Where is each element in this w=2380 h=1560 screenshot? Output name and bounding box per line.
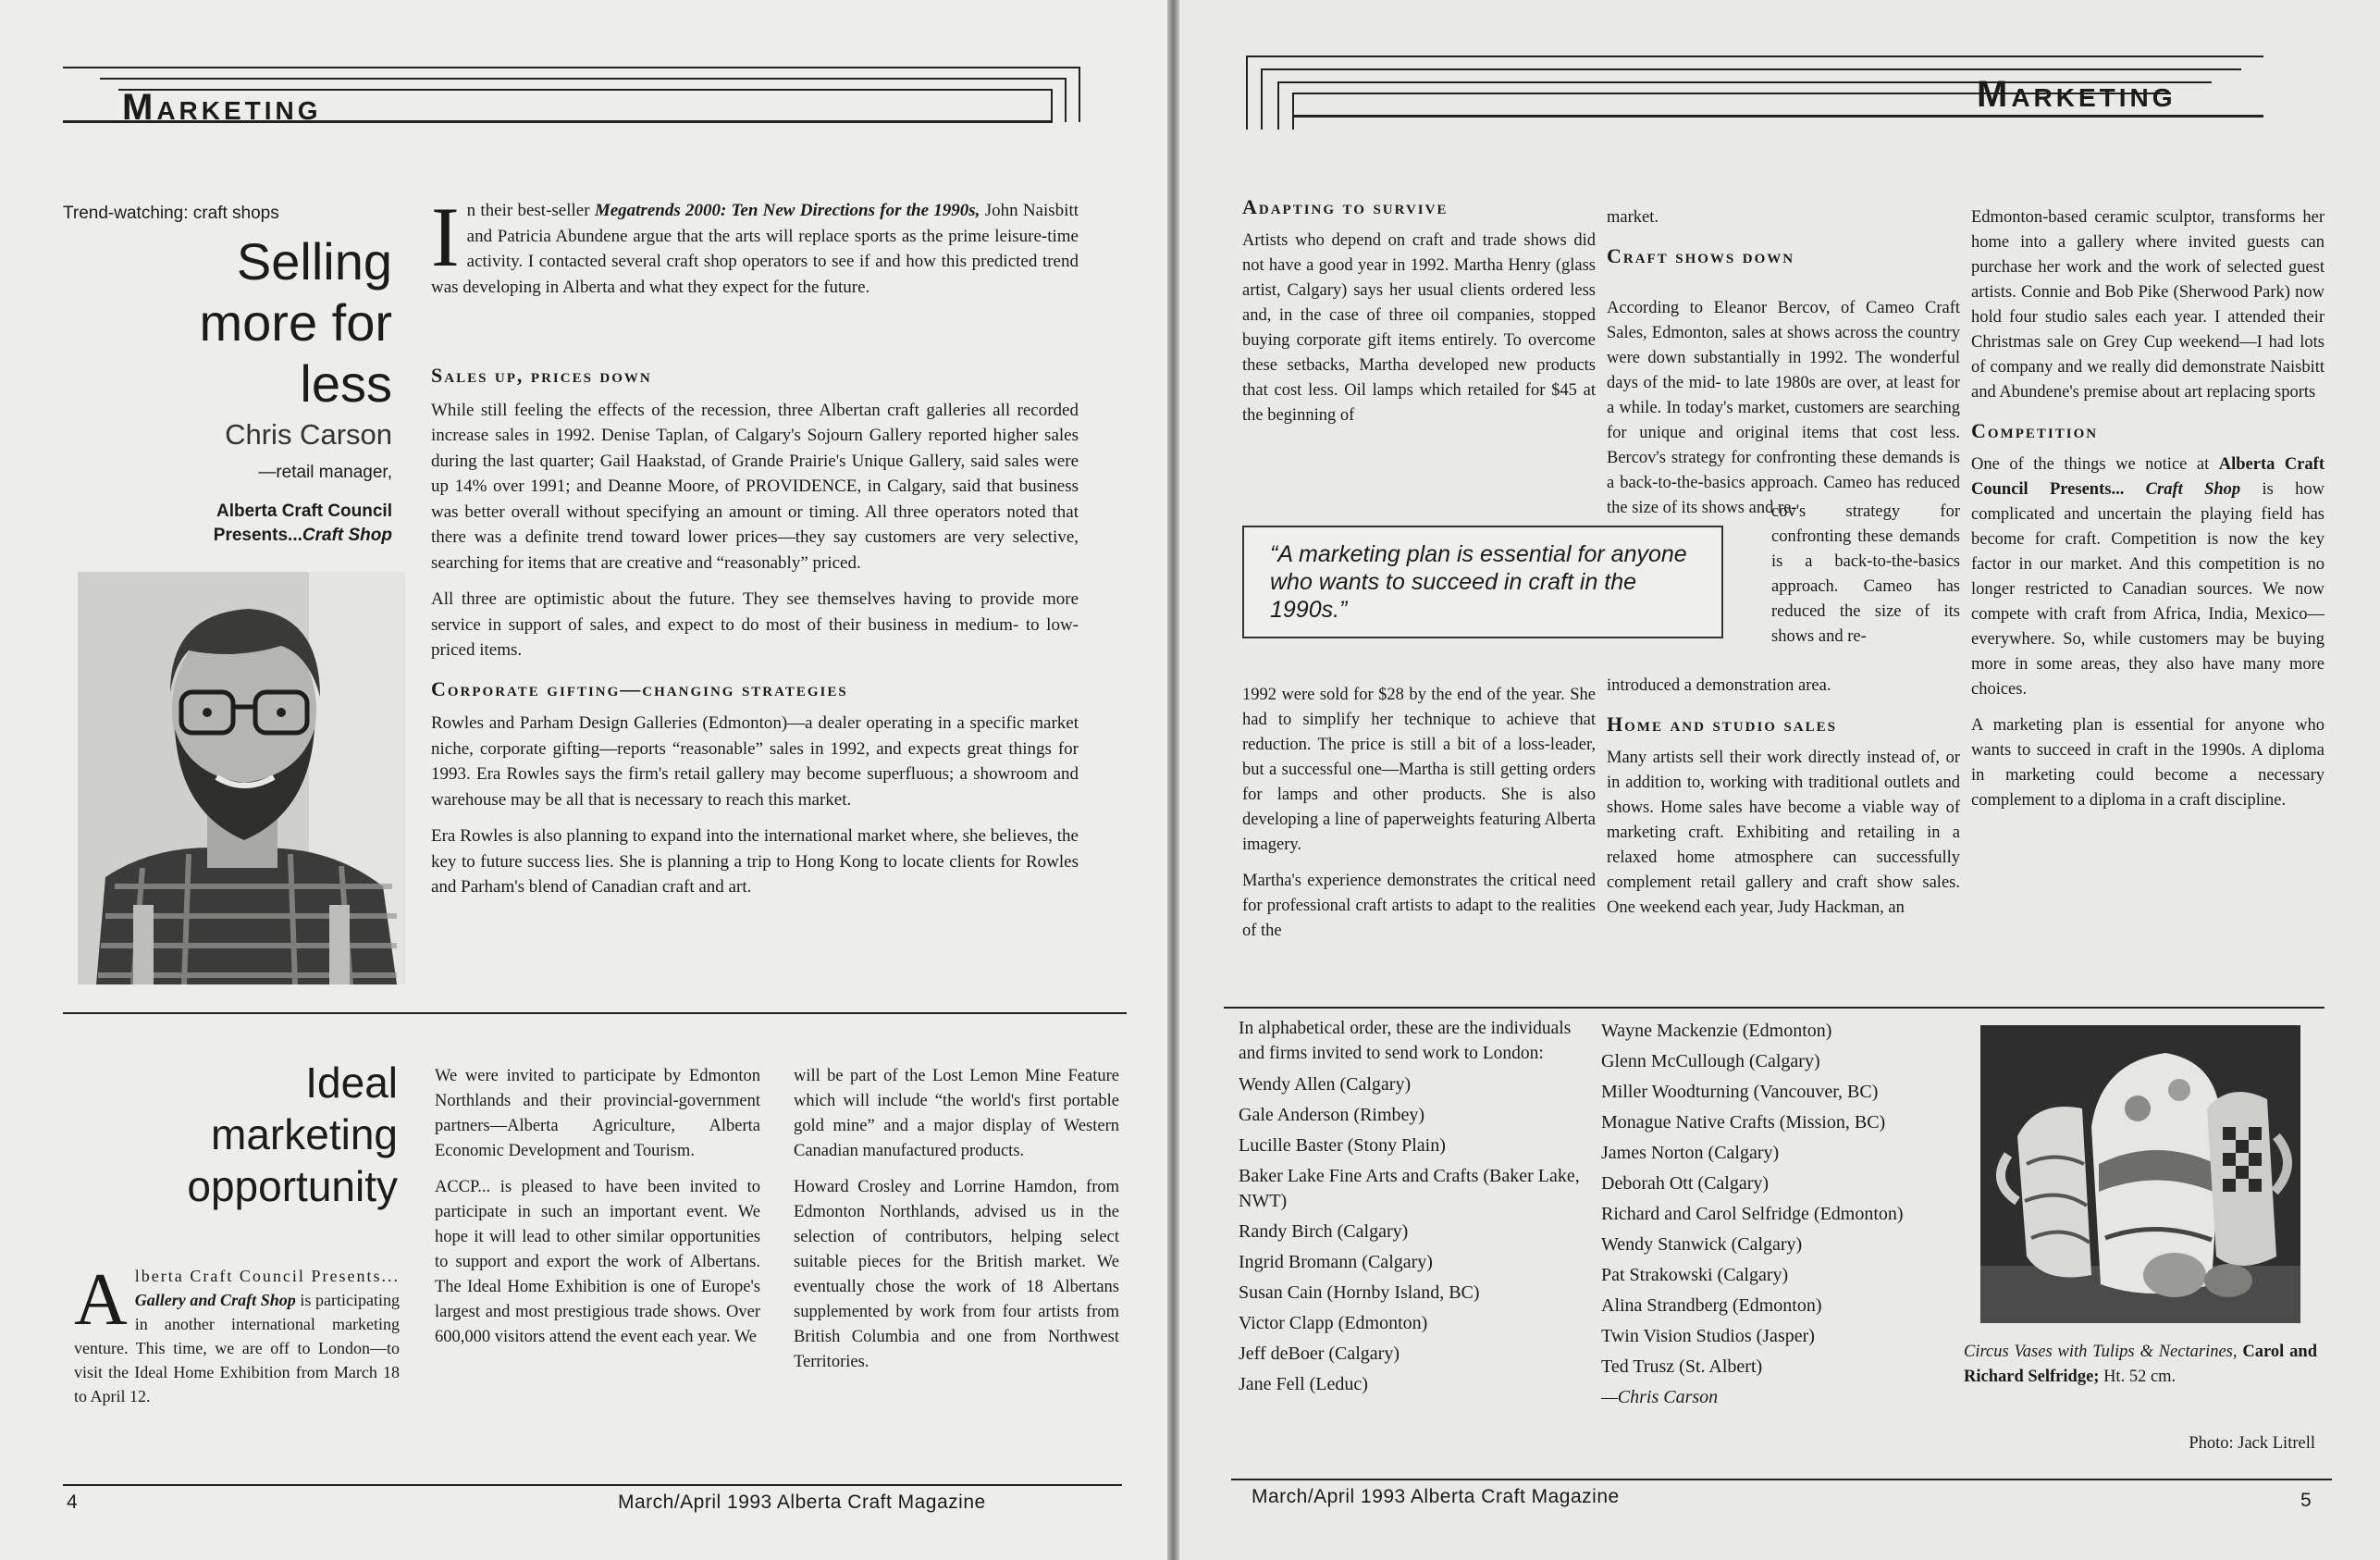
paragraph-shows-end: introduced a demonstration area. bbox=[1607, 676, 1831, 695]
invited-list-column-2 bbox=[1601, 1016, 1934, 1413]
byline-role: —retail manager, bbox=[258, 463, 392, 482]
portrait-illustration bbox=[78, 572, 405, 984]
left-footer-rule bbox=[63, 1484, 1122, 1486]
right-page bbox=[1179, 0, 2380, 1560]
ideal-col2-paragraph-2: ACCP... is pleased to have been invited to participate in such an important event. We hope it will lead to other similar opportunities to support and export the work of Albertans. The Ideal Home Exhibition is one of Europe's largest and most prestigious trade shows. Over 600,000 visitors attend the event each year. We bbox=[435, 1178, 760, 1346]
affiliation-prefix: Presents... bbox=[213, 526, 302, 545]
heading-home-studio: Home and studio sales bbox=[1607, 712, 1837, 736]
heading-competition: Competition bbox=[1971, 419, 2099, 442]
ideal-col3-paragraph-1: will be part of the Lost Lemon Mine Feature which will include “the world's first portable gold mine” and a major display of Western Canadian manufactured products. bbox=[794, 1067, 1119, 1160]
shows-paragraph-narrow bbox=[1771, 500, 1960, 650]
paragraph-corporate-2: Era Rowles is also planning to expand into the international market where, she believes, the key to future success lies. She is planning a trip to Hong Kong to locate clients for Rowles and Parham's blend of Canadian craft and art. bbox=[431, 826, 1079, 897]
paragraph-competition-1 bbox=[1971, 452, 2325, 702]
headline bbox=[111, 231, 392, 415]
left-section-divider bbox=[63, 1012, 1127, 1014]
ideal-col2-paragraph-1: We were invited to participate by Edmonton Northlands and their provincial-government partners—Alberta Agriculture, Alberta Economic Development and Tourism. bbox=[435, 1067, 760, 1160]
list-item: Alina Strandberg (Edmonton) bbox=[1601, 1295, 1822, 1316]
list-item: Pat Strakowski (Calgary) bbox=[1601, 1265, 1789, 1285]
heading-sales: Sales up, prices down bbox=[431, 364, 652, 387]
left-section-label: Marketing bbox=[122, 87, 322, 128]
caption-size: Ht. 52 cm. bbox=[2099, 1368, 2177, 1386]
paragraph-shows-narrow: cov's strategy for confronting these demands is a back-to-the-basics approach. Cameo has reduced the size of its shows and re- bbox=[1771, 502, 1960, 646]
heading-craft-shows: Craft shows down bbox=[1607, 244, 1795, 267]
list-item: Deborah Ott (Calgary) bbox=[1601, 1173, 1770, 1194]
ideal-dropcap: A bbox=[74, 1259, 128, 1341]
heading-corporate: Corporate gifting—changing strategies bbox=[431, 676, 848, 700]
byline: Chris Carson bbox=[225, 418, 392, 451]
list-item: Jane Fell (Leduc) bbox=[1239, 1374, 1368, 1394]
paragraph-competition-2: A marketing plan is essential for anyone who wants to succeed in craft in the 1990s. A diploma in marketing could become a necessary complement to a diploma in a craft discipline. bbox=[1971, 716, 2325, 810]
ideal-intro-italic: Gallery and Craft Shop bbox=[134, 1291, 296, 1309]
right-folio-text: March/April 1993 Alberta Craft Magazine bbox=[1252, 1486, 1620, 1507]
paragraph-sales-2: All three are optimistic about the future. They see themselves having to provide more service in support of sales, and expect to do most of their business in medium- to low-priced items. bbox=[431, 589, 1079, 660]
list-item: Monague Native Crafts (Mission, BC) bbox=[1601, 1112, 1886, 1133]
list-item: Wayne Mackenzie (Edmonton) bbox=[1601, 1021, 1832, 1041]
main-article-column bbox=[431, 350, 1079, 911]
list-item: Twin Vision Studios (Jasper) bbox=[1601, 1326, 1815, 1346]
paragraph-adapting-1: Artists who depend on craft and trade shows did not have a good year in 1992. Martha Henry (glass artist, Calgary) says her usual clients ordered less and, in the case of three oil companies, stopped buying corporate gift items entirely. To overcome these setbacks, Martha developed new products that cost less. Oil lamps which retailed for $45 at the beginning of bbox=[1242, 231, 1596, 425]
ideal-headline-line-2: marketing bbox=[211, 1110, 398, 1158]
right-column-3 bbox=[1971, 205, 2325, 824]
ideal-column-3 bbox=[794, 1064, 1119, 1386]
heading-adapting: Adapting to survive bbox=[1242, 195, 1449, 218]
list-item: Susan Cain (Hornby Island, BC) bbox=[1239, 1282, 1480, 1303]
list-item: Jeff deBoer (Calgary) bbox=[1239, 1343, 1400, 1364]
list-item: James Norton (Calgary) bbox=[1601, 1143, 1780, 1163]
list-item: Glenn McCullough (Calgary) bbox=[1601, 1051, 1820, 1071]
left-page bbox=[0, 0, 1167, 1560]
headline-line-1: Selling bbox=[236, 232, 392, 291]
paragraph-adapting-2: 1992 were sold for $28 by the end of the year. She had to simplify her technique to achieve that reduction. The price is still a bit of a loss-leader, but a successful one—Martha is still getting orders for lamps and other products. She is also developing a line of paperweights featuring Alberta imagery. bbox=[1242, 686, 1596, 854]
affiliation-line-1: Alberta Craft Council bbox=[216, 501, 392, 521]
competition-pre: One of the things we notice at bbox=[1971, 455, 2219, 474]
list-item: Gale Anderson (Rimbey) bbox=[1239, 1105, 1425, 1125]
kicker: Trend-watching: craft shops bbox=[63, 204, 279, 223]
ideal-headline bbox=[83, 1057, 398, 1212]
sign-off: —Chris Carson bbox=[1601, 1387, 1719, 1407]
list-item: Lucille Baster (Stony Plain) bbox=[1239, 1135, 1446, 1156]
intro-pre: n their best-seller bbox=[466, 201, 595, 220]
list-item: Wendy Allen (Calgary) bbox=[1239, 1074, 1412, 1095]
paragraph-shows: According to Eleanor Bercov, of Cameo Craft Sales, Edmonton, sales at shows across the country were down substantially in 1992. The wonderful days of the mid- to late 1980s are over, at least for a while. In today's market, customers are searching for unique and original items that cost less. Bercov's strategy for confronting these demands is a back-to-the-basics approach. Cameo has reduced the size of its shows and re- bbox=[1607, 299, 1960, 517]
list-item: Baker Lake Fine Arts and Crafts (Baker Lake, NWT) bbox=[1239, 1166, 1580, 1211]
shows-paragraph-end bbox=[1607, 674, 1960, 932]
left-page-number: 4 bbox=[67, 1492, 79, 1513]
right-column-1-continued bbox=[1242, 683, 1596, 955]
affiliation-italic: Craft Shop bbox=[302, 526, 392, 545]
intro-paragraph bbox=[431, 190, 1079, 300]
right-column-2 bbox=[1607, 205, 1960, 278]
vase-illustration bbox=[1980, 1025, 2300, 1323]
ideal-intro-pre: lberta Craft Council Presents... bbox=[134, 1267, 400, 1285]
shows-paragraph-wide bbox=[1607, 296, 1960, 517]
list-item: Ted Trusz (St. Albert) bbox=[1601, 1356, 1763, 1377]
list-item: Wendy Stanwick (Calgary) bbox=[1601, 1234, 1803, 1255]
ideal-intro-post: is participating in another international marketing venture. This time, we are off to London—to visit the Ideal Home Exhibition from March 18 to April 12. bbox=[74, 1291, 400, 1405]
headline-line-3: less bbox=[300, 354, 392, 413]
competition-post: is how complicated and uncertain the playing field has become for craft. Competition is now the key factor in our market. And this competition is no longer restricted to Canadian sources. We now compete with craft from Africa, India, Mexico—everywhere. So, while customers may be buying more in some areas, they also have many more choices. bbox=[1971, 480, 2325, 699]
ideal-col3-paragraph-2: Howard Crosley and Lorrine Hamdon, from Edmonton Northlands, advised us in the selection of contributors, helping select suitable pieces for the British market. We eventually chose the work of 18 Albertans supplemented by work from four artists from British Columbia and one from Northwest Territories. bbox=[794, 1178, 1119, 1371]
paragraph-sales-1: While still feeling the effects of the recession, three Albertan craft galleries all recorded increase sales in 1992. Denise Taplan, of Calgary's Sojourn Gallery reported higher sales during the last quarter; Gail Haakstad, of Grande Prairie's Unique Gallery, said sales were up 14% over 1991; and Deanne Moore, of PROVIDENCE, in Calgary, said that business was better overall without specifying an amount or timing. All three operators noted that there was a definite trend toward lower prices—they say customers are very selective, searching for items that are creative and “reasonably” priced. bbox=[431, 400, 1079, 573]
invited-list-column-1 bbox=[1239, 1016, 1581, 1400]
intro-dropcap: I bbox=[431, 190, 460, 284]
photo-credit: Photo: Jack Litrell bbox=[2189, 1434, 2315, 1453]
left-folio-text: March/April 1993 Alberta Craft Magazine bbox=[618, 1492, 986, 1513]
intro-book-title: Megatrends 2000: Ten New Directions for the 1990s, bbox=[594, 201, 980, 220]
right-section-label: Marketing bbox=[1977, 74, 2177, 115]
paragraph-adapting-3: Martha's experience demonstrates the critical need for professional craft artists to adapt to the realities of the bbox=[1242, 872, 1596, 940]
byline-affiliation bbox=[111, 500, 392, 548]
right-page-number: 5 bbox=[2300, 1490, 2312, 1511]
caption-title: Circus Vases with Tulips & Nectarines, bbox=[1964, 1343, 2238, 1361]
list-item: Miller Woodturning (Vancouver, BC) bbox=[1601, 1082, 1879, 1102]
author-portrait bbox=[78, 572, 405, 984]
paragraph-corporate-1: Rowles and Parham Design Galleries (Edmonton)—a dealer operating in a specific market niche, corporate gifting—reports “reasonable” sales in 1992, and expects great things for 1993. Era Rowles says the firm's retail gallery may become superfluous; a showroom and warehouse may be all that is necessary to reach this market. bbox=[431, 713, 1079, 810]
list-intro: In alphabetical order, these are the individuals and firms invited to send work to London: bbox=[1239, 1019, 1572, 1063]
invited-list-2 bbox=[1601, 1016, 1934, 1413]
list-item: Victor Clapp (Edmonton) bbox=[1239, 1313, 1428, 1333]
list-item: Richard and Carol Selfridge (Edmonton) bbox=[1601, 1204, 1904, 1224]
list-item: Randy Birch (Calgary) bbox=[1239, 1221, 1409, 1242]
intro-post: John Naisbitt and Patricia Abundene argue that the arts will replace sports as the prime leisure-time activity. I contacted several craft shop operators to see if and how this predicted trend was developing in Alberta and what they expect for the future. bbox=[431, 201, 1079, 297]
vase-photo bbox=[1980, 1025, 2300, 1323]
ideal-intro bbox=[74, 1259, 400, 1408]
invited-list-1 bbox=[1239, 1070, 1581, 1400]
pull-quote: “A marketing plan is essential for anyone who wants to succeed in craft in the 1990s.” bbox=[1242, 526, 1723, 638]
ideal-headline-line-1: Ideal bbox=[305, 1059, 398, 1107]
headline-line-2: more for bbox=[199, 293, 392, 352]
right-section-divider bbox=[1224, 1007, 2325, 1009]
ideal-column-2 bbox=[435, 1064, 760, 1361]
list-item: Ingrid Bromann (Calgary) bbox=[1239, 1252, 1433, 1272]
right-footer-rule bbox=[1231, 1479, 2332, 1480]
right-column-1 bbox=[1242, 194, 1596, 440]
competition-bold: Alberta Craft Council Presents... bbox=[1971, 455, 2325, 499]
paragraph-home: Many artists sell their work directly instead of, or in addition to, working with traditional outlets and shows. Home sales have become a viable way of marketing craft. Exhibiting and retailing in a relaxed home atmosphere can successfully complement retail gallery and craft show sales. One weekend each year, Judy Hackman, an bbox=[1607, 749, 1960, 917]
paragraph-home-continued: Edmonton-based ceramic sculptor, transforms her home into a gallery where invited guests can purchase her work and the work of selected guest artists. Connie and Bob Pike (Sherwood Park) now hold four studio sales each year. I attended their Christmas sale on Grey Cup weekend—I had lots of company and we really did demonstrate Naisbitt and Abundene's premise about art replacing sports bbox=[1971, 208, 2325, 402]
paragraph-market: market. bbox=[1607, 208, 1659, 227]
page-gutter bbox=[1167, 0, 1179, 1560]
photo-caption bbox=[1964, 1340, 2317, 1390]
competition-bold-italic: Craft Shop bbox=[2145, 480, 2241, 499]
ideal-headline-line-3: opportunity bbox=[187, 1162, 398, 1210]
caption-artists: Carol and Richard Selfridge; bbox=[1964, 1343, 2317, 1386]
